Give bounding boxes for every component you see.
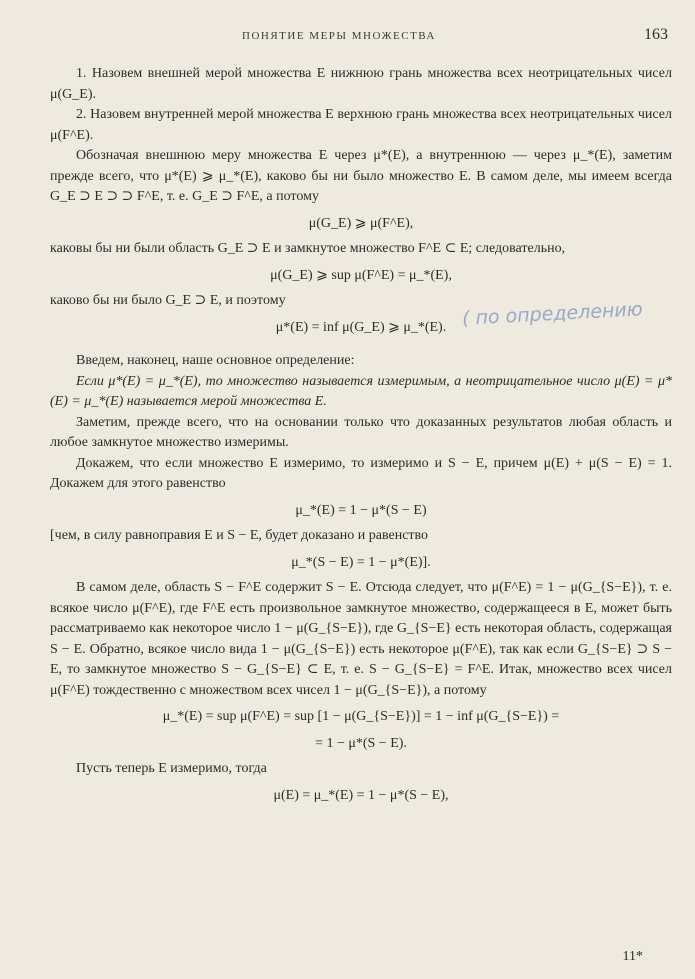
definition-outer-measure: 1. Назовем внешней мерой множества E нижнюю грань множества всех неотрицательных чисел μ(G_E).	[50, 66, 672, 102]
paragraph-proof: В самом деле, область S − F^E содержит S − E. Отсюда следует, что μ(F^E) = 1 − μ(G_{S−E}), т. е. всякое число μ(F^E), где F^E есть произвольное замкнутое множество, содержащееся в E, может быть рассматриваемо как некоторое число 1 − μ(G_{S−E}), где G_{S−E} есть некоторая область, содержащая S − E. Обратно, всякое число вида 1 − μ(G_{S−E}) есть некоторое μ(F^E), так как если G_{S−E} ⊃ S − E, то замкнутое множество S − G_{S−E} ⊂ E, т. е. S − G_{S−E} = F^E. Итак, множество всех чисел μ(F^E) тождественно с множеством всех чисел 1 − μ(G_{S−E}), а потому	[50, 580, 672, 698]
formula-equality-1: μ_*(E) = 1 − μ*(S − E)	[295, 502, 427, 518]
paragraph-symmetry: [чем, в силу равноправия E и S − E, будет доказано и равенство	[50, 528, 429, 543]
page-body	[50, 64, 672, 811]
paragraph-therefore: каково бы ни было G_E ⊃ E, и поэтому	[50, 293, 286, 308]
main-definition: Если μ*(E) = μ_*(E), то множество называется измеримым, а неотрицательное число μ(E) = μ*(E) = μ_*(E) называется мерой множества E.	[50, 373, 672, 409]
page-header	[0, 26, 695, 48]
spacer	[50, 343, 672, 351]
formula-sup: μ(G_E) ⩾ sup μ(F^E) = μ_*(E),	[270, 267, 452, 283]
handwritten-annotation: ( по определению	[461, 298, 644, 330]
page-number: 163	[644, 26, 668, 43]
formula-sup-chain: μ_*(E) = sup μ(F^E) = sup [1 − μ(G_{S−E})] = 1 − inf μ(G_{S−E}) =	[162, 709, 560, 724]
definition-inner-measure: 2. Назовем внутренней мерой множества E верхнюю грань множества всех неотрицательных чисел μ(F^E).	[50, 107, 672, 143]
paragraph-remark: Заметим, прежде всего, что на основании только что доказанных результатов любая область и любое замкнутое множество измеримы.	[50, 414, 672, 450]
formula-measure: μ(E) = μ_*(E) = 1 − μ*(S − E),	[273, 787, 449, 803]
paragraph-notation: Обозначая внешнюю меру множества E через μ*(E), а внутреннюю — через μ_*(E), заметим прежде всего, что μ*(E) ⩾ μ_*(E), каково бы ни было множество E. В самом деле, мы имеем всегда G_E ⊃ E ⊃ ⊃ F^E, т. е. G_E ⊃ F^E, а потому	[50, 148, 672, 204]
paragraph-proof-claim: Докажем, что если множество E измеримо, то измеримо и S − E, причем μ(E) + μ(S − E) = 1. Докажем для этого равенство	[50, 455, 672, 491]
running-title: ПОНЯТИЕ МЕРЫ МНОЖЕСТВА	[242, 30, 436, 42]
paragraph-consequently: каковы бы ни были область G_E ⊃ E и замкнутое множество F^E ⊂ E; следовательно,	[50, 241, 566, 256]
signature-mark: 11*	[622, 949, 643, 964]
formula-sup-chain-cont: = 1 − μ*(S − E).	[315, 735, 407, 751]
paragraph-measurable: Пусть теперь E измеримо, тогда	[76, 761, 267, 776]
formula-equality-2: μ_*(S − E) = 1 − μ*(E)].	[291, 554, 431, 570]
formula-inf: μ*(E) = inf μ(G_E) ⩾ μ_*(E).	[275, 319, 447, 335]
paragraph-main-definition-intro: Введем, наконец, наше основное определение:	[76, 353, 355, 368]
formula-inequality: μ(G_E) ⩾ μ(F^E),	[308, 215, 414, 231]
